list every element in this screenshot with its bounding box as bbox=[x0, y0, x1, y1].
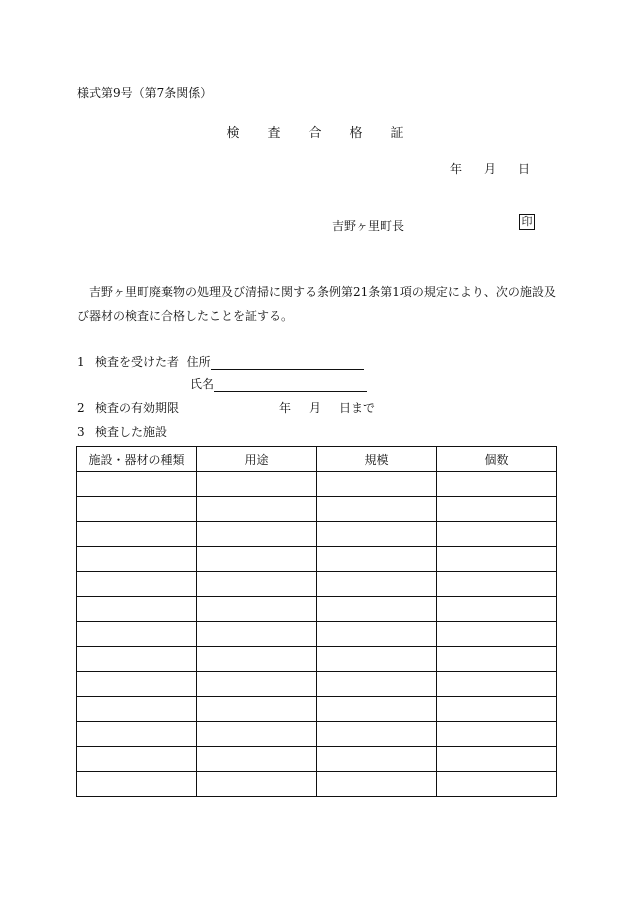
header-type: 施設・器材の種類 bbox=[77, 447, 197, 472]
certification-text: 吉野ヶ里町廃棄物の処理及び清掃に関する条例第21条第1項の規定により、次の施設及び器材の検査に合格したことを証する。 bbox=[77, 285, 556, 323]
table-cell[interactable] bbox=[317, 522, 437, 547]
table-cell[interactable] bbox=[317, 622, 437, 647]
table-cell[interactable] bbox=[77, 547, 197, 572]
table-cell[interactable] bbox=[437, 572, 557, 597]
table-cell[interactable] bbox=[197, 547, 317, 572]
item-label: 検査した施設 bbox=[95, 425, 168, 439]
item-label: 検査を受けた者 bbox=[95, 355, 180, 369]
table-cell[interactable] bbox=[317, 572, 437, 597]
table-cell[interactable] bbox=[437, 722, 557, 747]
table-cell[interactable] bbox=[77, 722, 197, 747]
table-cell[interactable] bbox=[77, 647, 197, 672]
table-cell[interactable] bbox=[77, 622, 197, 647]
table-cell[interactable] bbox=[437, 672, 557, 697]
header-scale: 規模 bbox=[317, 447, 437, 472]
item-facilities bbox=[77, 423, 167, 440]
table-row bbox=[77, 647, 557, 672]
address-field[interactable] bbox=[211, 356, 364, 370]
table-cell[interactable] bbox=[77, 497, 197, 522]
table-cell[interactable] bbox=[317, 497, 437, 522]
table-cell[interactable] bbox=[317, 697, 437, 722]
issuer-name: 吉野ヶ里町長 bbox=[332, 219, 405, 233]
date-year: 年 bbox=[450, 162, 463, 176]
title-char: 検 bbox=[226, 126, 240, 141]
item-label: 検査の有効期限 bbox=[95, 401, 180, 415]
document-title bbox=[0, 122, 630, 141]
table-cell[interactable] bbox=[197, 672, 317, 697]
table-row bbox=[77, 722, 557, 747]
item-number: 2 bbox=[77, 401, 85, 415]
table-cell[interactable] bbox=[197, 597, 317, 622]
table-cell[interactable] bbox=[317, 722, 437, 747]
table-cell[interactable] bbox=[77, 472, 197, 497]
table-cell[interactable] bbox=[317, 597, 437, 622]
title-char: 合 bbox=[308, 126, 322, 141]
validity-date bbox=[279, 401, 393, 415]
validity-month: 月 bbox=[309, 401, 322, 415]
table-cell[interactable] bbox=[77, 697, 197, 722]
table-row bbox=[77, 697, 557, 722]
table-cell[interactable] bbox=[317, 772, 437, 797]
date-month: 月 bbox=[484, 162, 497, 176]
table-row bbox=[77, 597, 557, 622]
title-char: 査 bbox=[267, 126, 281, 141]
title-char: 格 bbox=[349, 126, 363, 141]
table-cell[interactable] bbox=[437, 472, 557, 497]
table-cell[interactable] bbox=[77, 672, 197, 697]
header-purpose: 用途 bbox=[197, 447, 317, 472]
table-row bbox=[77, 747, 557, 772]
table-cell[interactable] bbox=[437, 747, 557, 772]
table-body bbox=[77, 472, 557, 797]
table-row bbox=[77, 622, 557, 647]
table-cell[interactable] bbox=[317, 647, 437, 672]
table-cell[interactable] bbox=[197, 747, 317, 772]
header-count: 個数 bbox=[437, 447, 557, 472]
table-cell[interactable] bbox=[437, 597, 557, 622]
name-field[interactable] bbox=[214, 378, 367, 392]
table-cell[interactable] bbox=[197, 647, 317, 672]
name-label: 氏名 bbox=[190, 377, 215, 391]
item-inspected-person bbox=[77, 353, 364, 370]
table-cell[interactable] bbox=[77, 772, 197, 797]
table-cell[interactable] bbox=[197, 722, 317, 747]
table-row bbox=[77, 572, 557, 597]
table-header-row bbox=[77, 447, 557, 472]
table-cell[interactable] bbox=[437, 697, 557, 722]
validity-day: 日まで bbox=[339, 401, 376, 415]
table-cell[interactable] bbox=[197, 697, 317, 722]
name-row bbox=[190, 375, 367, 392]
table-cell[interactable] bbox=[317, 547, 437, 572]
table-cell[interactable] bbox=[317, 747, 437, 772]
table-row bbox=[77, 497, 557, 522]
table-cell[interactable] bbox=[197, 497, 317, 522]
table-cell[interactable] bbox=[437, 772, 557, 797]
table-cell[interactable] bbox=[77, 747, 197, 772]
validity-year: 年 bbox=[279, 401, 292, 415]
table-row bbox=[77, 547, 557, 572]
table-row bbox=[77, 472, 557, 497]
table-cell[interactable] bbox=[197, 472, 317, 497]
issue-date bbox=[450, 160, 552, 177]
facility-table bbox=[76, 446, 557, 797]
form-number: 様式第9号（第7条関係） bbox=[77, 86, 213, 100]
table-cell[interactable] bbox=[77, 572, 197, 597]
item-number: 1 bbox=[77, 355, 85, 369]
table-cell[interactable] bbox=[437, 622, 557, 647]
seal-mark: 印 bbox=[519, 214, 535, 230]
table-cell[interactable] bbox=[317, 672, 437, 697]
table-row bbox=[77, 522, 557, 547]
table-cell[interactable] bbox=[77, 597, 197, 622]
table-cell[interactable] bbox=[77, 522, 197, 547]
title-char: 証 bbox=[390, 126, 404, 141]
table-row bbox=[77, 772, 557, 797]
table-cell[interactable] bbox=[197, 522, 317, 547]
address-label: 住所 bbox=[186, 355, 211, 369]
table-cell[interactable] bbox=[197, 572, 317, 597]
item-number: 3 bbox=[77, 425, 85, 439]
date-day: 日 bbox=[518, 162, 531, 176]
table-cell[interactable] bbox=[437, 497, 557, 522]
table-cell[interactable] bbox=[197, 772, 317, 797]
table-cell[interactable] bbox=[437, 547, 557, 572]
table-cell[interactable] bbox=[197, 622, 317, 647]
item-validity bbox=[77, 399, 393, 416]
table-cell[interactable] bbox=[437, 647, 557, 672]
table-cell[interactable] bbox=[437, 522, 557, 547]
table-row bbox=[77, 672, 557, 697]
table-cell[interactable] bbox=[317, 472, 437, 497]
